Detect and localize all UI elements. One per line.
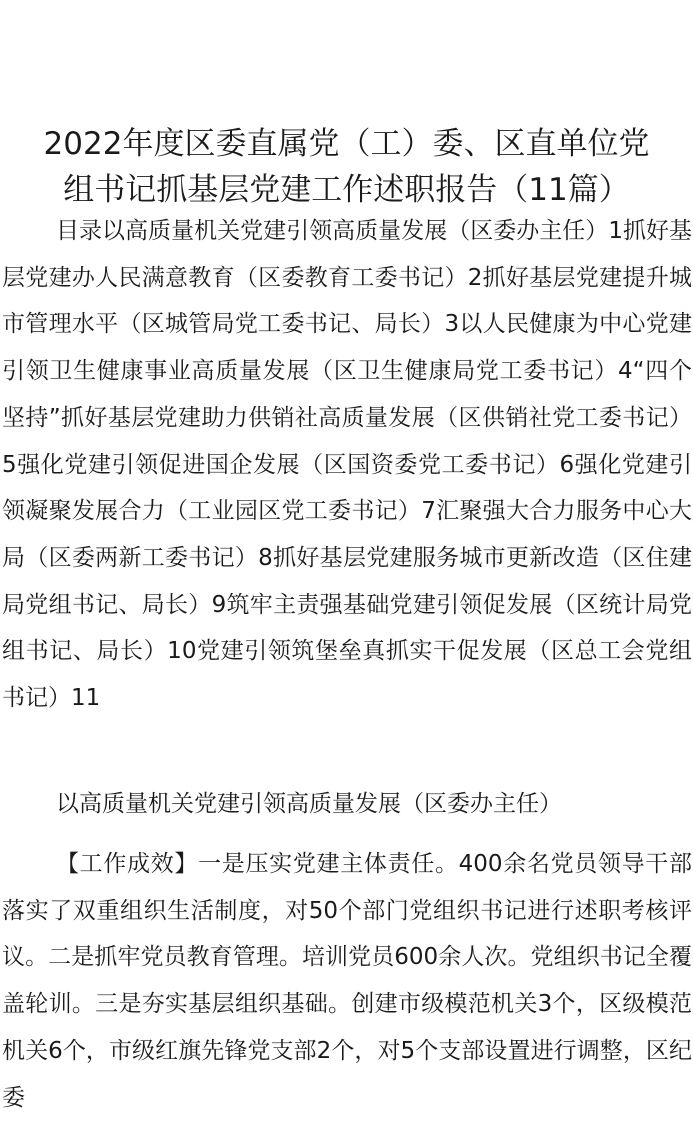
- title-line-1: 2022年度区委直属党（工）委、区直单位党: [43, 125, 650, 162]
- body-paragraph: 【工作成效】一是压实党建主体责任。400余名党员领导干部落实了双重组织生活制度，对50个部门党组织书记进行述职考核评议。二是抓牢党员教育管理。培训党员600余人次。党组织书记全覆盖轮训。三是夯实基层组织基础。创建市级模范机关3个，区级模范机关6个，市级红旗先锋党支部2个，对5个支部设置进行调整，区纪委: [2, 851, 692, 1111]
- title-line-2: 组书记抓基层党建工作述职报告（11篇）: [63, 171, 630, 208]
- section-heading: 以高质量机关党建引领高质量发展（区委办主任）: [56, 791, 562, 817]
- table-of-contents-paragraph: 目录以高质量机关党建引领高质量发展（区委办主任）1抓好基层党建办人民满意教育（区委教育工委书记）2抓好基层党建提升城市管理水平（区城管局党工委书记、局长）3以人民健康为中心党建引领卫生健康事业高质量发展（区卫生健康局党工委书记）4“四个坚持”抓好基层党建助力供销社高质量发展（区供销社党工委书记）5强化党建引领促进国企发展（区国资委党工委书记）6强化党建引领凝聚发展合力（工业园区党工委书记）7汇聚强大合力服务中心大局（区委两新工委书记）8抓好基层党建服务城市更新改造（区住建局党组书记、局长）9筑牢主责强基础党建引领促发展（区统计局党组书记、局长）10党建引领筑堡垒真抓实干促发展（区总工会党组书记）11: [2, 218, 692, 712]
- document-title: [0, 121, 693, 213]
